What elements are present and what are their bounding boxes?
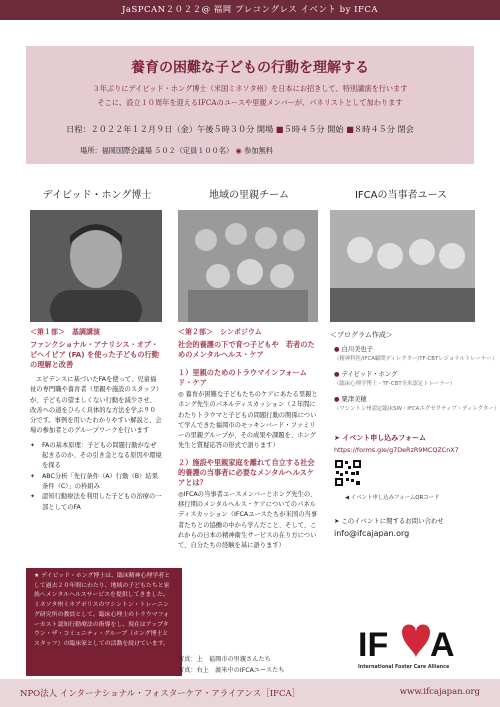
part1-body: エビデンスに基づいたFAを使って、児童福祉の専門職や養育者（里親や施設のスタッフ）が、子どもの望ましくない行動を減少させ、改善への道をひらく具体的な方法を学ぶ９０分です。事例を用いたわかりやすい解説と、会場の参加者とのグループワークを行います bbox=[30, 376, 162, 435]
qr-code-icon[interactable] bbox=[334, 459, 362, 487]
part2-label: ＜第２部＞ シンポジウム bbox=[178, 328, 262, 336]
bullet-dot-icon: ● bbox=[334, 371, 340, 378]
speaker-photo bbox=[30, 210, 162, 322]
col-heading-foster: 地域の里親チーム bbox=[209, 190, 289, 201]
part1-content bbox=[30, 340, 162, 513]
part1-subhead: ファンクショナル・アナリシス・オブ・ビヘイビア (FA) を使った子どもの行動の理解と改善 bbox=[30, 340, 159, 369]
svg-text:IF: IF bbox=[358, 626, 389, 664]
event-venue bbox=[80, 146, 273, 156]
event-title: 養育の困難な子どもの行動を理解する bbox=[131, 60, 369, 76]
event-schedule bbox=[66, 124, 414, 135]
session2-title: ２）施設や里親家庭を離れて自立する社会的養護の当事者に必要なメンタルヘルスケアとは？ bbox=[178, 457, 315, 487]
intro-line-2: そこに、設立１０周年を迎えるIFCAのユースや里親メンバーが、パネリストとして加わります bbox=[97, 98, 403, 107]
foster-team-photo bbox=[178, 210, 318, 322]
part1-bullet: ✦ ABC分析「先行条件（A）行動（B）結果条件（C）」の枠組み bbox=[30, 472, 162, 493]
program-item bbox=[334, 395, 499, 414]
signup-title: イベント申し込みフォーム bbox=[342, 434, 426, 442]
youth-photo bbox=[330, 210, 475, 322]
session1-title: １）里親のためのトラウマインフォームド・ケア bbox=[178, 368, 307, 387]
arrow-right-icon: ➤ bbox=[334, 517, 340, 525]
part2-subhead: 社会的養護の下で育つ子どもや 若者のためのメンタルヘルス・ケア bbox=[178, 340, 315, 359]
signup-url-link[interactable]: https://forms.gle/g7DeRzR9MCQZCnX7 bbox=[334, 446, 459, 454]
footer-bar bbox=[0, 679, 500, 707]
program-role: （ワシントン州認定臨床SW・IFCAエグゼクティブ・ディレクター） bbox=[334, 406, 500, 412]
part1-bullet: ✦ FAの基本原理：子どもの問題行動がなぜ起きるのか、その引き金となる原因や環境を探る bbox=[30, 441, 162, 472]
square-bullet-icon: ■ bbox=[346, 124, 354, 134]
photo-caption-2: 写真：右上 渡米中のIFCAユースたち bbox=[178, 667, 285, 674]
photo-caption-1: 写真：上 福岡市の里親さんたち bbox=[178, 656, 271, 663]
venue-text: 場所：福岡国際会議場 ５０２（定員１００名） bbox=[80, 146, 234, 155]
bullet-dot-icon: ● bbox=[334, 396, 340, 403]
program-name: デイビッド・ホング bbox=[341, 371, 398, 378]
part2-content bbox=[178, 340, 318, 552]
session2-body: ◎IFCAの当事者ユースメンバーとホング先生の、移行期のメンタルヘルス・ケアについてのパネルディスカッション（IFCAユースたちが米国の当事者たちとの協働の中から学んだこと、そして、これからの日本の精神衛生サービスの在り方について、自分たちの経験を基に語ります） bbox=[178, 490, 318, 550]
part1-bullet: ✦ 認知行動療法を利用した子どもの治療の一部としてのFA bbox=[30, 492, 162, 513]
part1-bullets bbox=[30, 441, 162, 513]
program-role: （精神科医/IFCA顧問ディレクター/TF-CBTレジョナルトレーナー） bbox=[334, 356, 498, 362]
contact-heading bbox=[334, 516, 444, 525]
logo-tagline: International Foster Care Alliance bbox=[358, 665, 450, 670]
col-heading-youth: IFCAの当事者ユース bbox=[354, 190, 448, 201]
program-heading: ＜プログラム作成＞ bbox=[330, 331, 393, 339]
end-time: ８時４５分 閉会 bbox=[353, 124, 414, 134]
qr-caption bbox=[345, 493, 439, 501]
intro-line-1: ３年ぶりにデイビッド・ホング博士（米国ミネソタ州）を日本にお招きして、特別講演を行います bbox=[92, 84, 408, 93]
arrow-left-icon: ◀ bbox=[345, 495, 350, 501]
contact-label: このイベントに関するお問い合わせ bbox=[341, 517, 444, 525]
hero-panel bbox=[26, 46, 474, 164]
program-name: 粟津美穂 bbox=[341, 396, 367, 403]
speaker-profile-box: ★ デイビッド・ホング博士は、臨床精神心理学者として過去２０年間にわたり、地域の子どもたちと家族へメンタルヘルスサービスを提供してきました。ミネソタ州ミネアポリスのワシントン・トレーニング研究所の教員として、臨床心理士のトラウマフォーカスト認知行動療法の指導をし、現在はアップタウン・ザ・コミュニティ・グループ（ホング博士とスタッフ）の臨床家としての活動を続けています。 bbox=[26, 568, 182, 676]
footer-org-name: NPO法人 インターナショナル・フォスターケア・アライアンス［IFCA］ bbox=[20, 689, 301, 699]
program-name: 白川美也子 bbox=[341, 346, 373, 353]
square-bullet-icon: ■ bbox=[275, 124, 284, 134]
session1-body: ◎ 養育が困難な子どもたちのケアにあたる里親とホング先生のパネルディスカッション（２年間にわたりトラウマと子どもの問題行動の関係について学んできた福岡市のモッキンバード・ファミリーの里親グループが、その成果や課題を、ホング先生と質疑応答の形式で語ります） bbox=[178, 391, 318, 450]
program-item bbox=[334, 345, 497, 364]
signup-heading bbox=[334, 433, 426, 443]
part1-label: ＜第１部＞ 基調講演 bbox=[30, 328, 100, 336]
start-time: ５時４５分 開始 bbox=[283, 124, 344, 134]
fee-text: 参加無料 bbox=[244, 146, 273, 155]
svg-text:A: A bbox=[430, 626, 455, 664]
ifca-logo bbox=[358, 618, 458, 666]
program-item bbox=[334, 370, 456, 389]
bullet-dot-icon: ● bbox=[334, 346, 340, 353]
qr-caption-text: イベント申し込みフォームQRコード bbox=[350, 495, 440, 501]
top-banner: JaSPCAN２０２２@ 福岡 プレコングレス イベント by IFCA bbox=[0, 0, 500, 20]
arrow-right-icon: ➤ bbox=[334, 434, 340, 442]
footer-website-link[interactable]: www.ifcajapan.org bbox=[399, 687, 480, 697]
program-role: （臨床心理学博士・TF-CBT全米認定トレーナー） bbox=[334, 381, 456, 387]
circle-bullet-icon: ◉ bbox=[235, 146, 242, 155]
col-heading-speaker: デイビッド・ホング博士 bbox=[42, 190, 152, 201]
event-date: 日程：２０２２年１２月９日（金）午後５時３０分 開場 bbox=[66, 124, 274, 134]
contact-email-link[interactable]: info@ifcajapan.org bbox=[334, 529, 410, 538]
